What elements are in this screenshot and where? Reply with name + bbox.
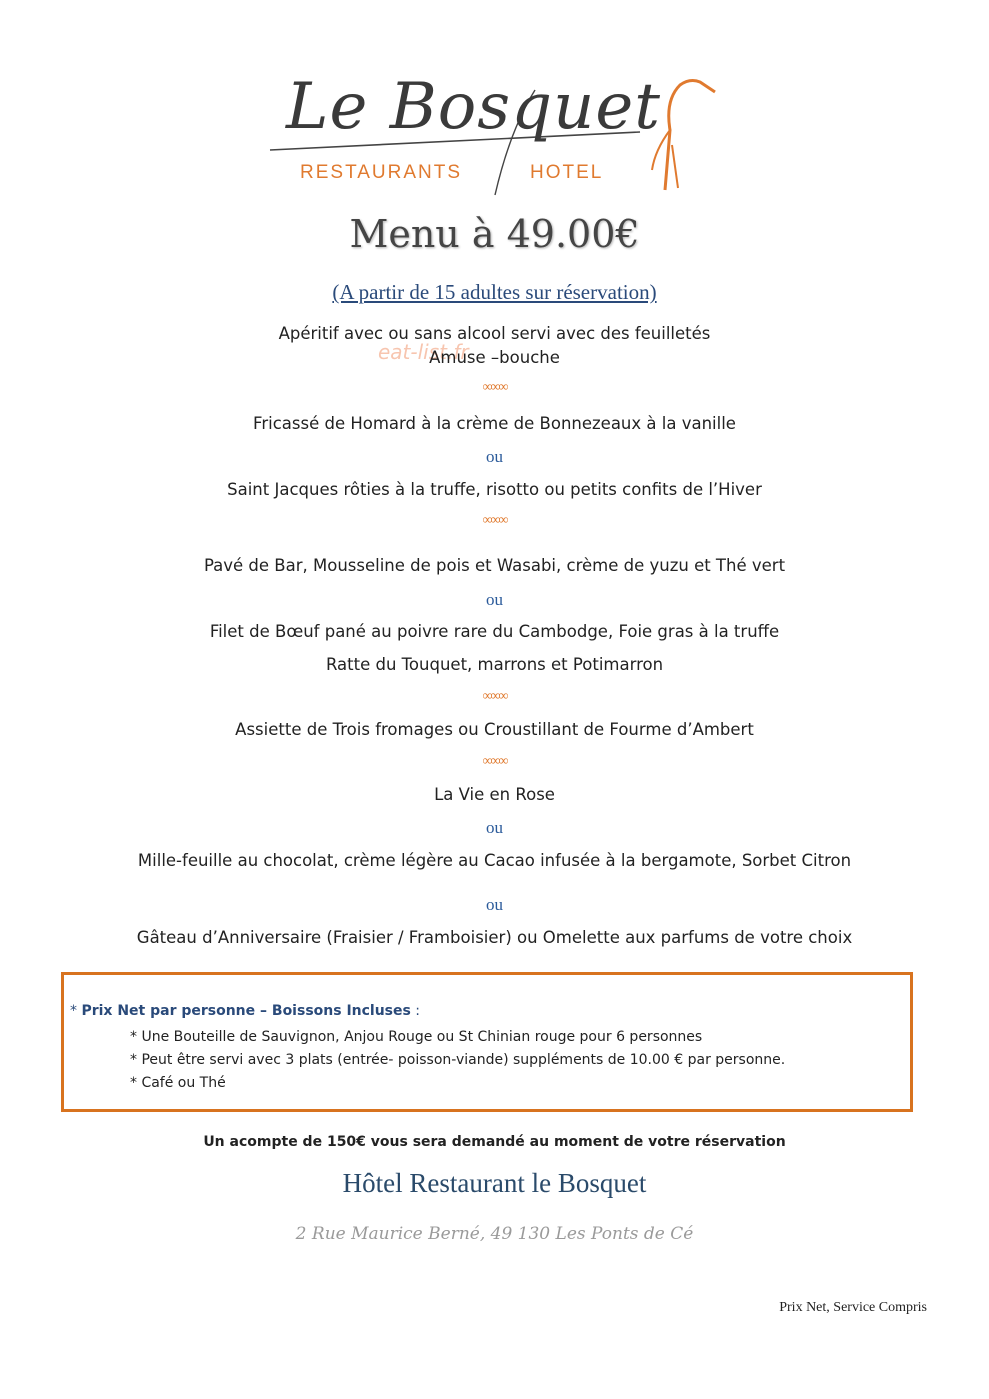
separator: ∞∞∞	[482, 754, 507, 769]
dessert-option-1: La Vie en Rose	[434, 785, 555, 804]
logo-script-text: Le Bosquet	[286, 70, 661, 144]
or-label: ou	[486, 447, 503, 466]
separator: ∞∞∞	[482, 513, 507, 528]
or-label: ou	[486, 818, 503, 837]
aperitif: Apéritif avec ou sans alcool servi avec des feuilletés	[278, 324, 711, 343]
or-label: ou	[486, 895, 503, 914]
logo-restaurants-text: RESTAURANTS	[300, 162, 463, 183]
fromage-options: Assiette de Trois fromages ou Croustillant de Fourme d’Ambert	[235, 720, 754, 739]
watermark: eat-list.fr	[378, 340, 469, 364]
entree-option-1: Fricassé de Homard à la crème de Bonnezeaux à la vanille	[253, 414, 736, 433]
menu-title: Menu à 49.00€	[349, 212, 640, 256]
dessert-option-3: Gâteau d’Anniversaire (Fraisier / Framboisier) ou Omelette aux parfums de votre choix	[136, 928, 853, 947]
hotel-address: 2 Rue Maurice Berné, 49 130 Les Ponts de Cé	[295, 1224, 694, 1244]
amuse-bouche: Amuse –bouche	[429, 348, 560, 367]
info-star: *	[70, 1003, 82, 1019]
entree-option-2: Saint Jacques rôties à la truffe, risotto ou petits confits de l’Hiver	[227, 480, 762, 499]
info-heading	[70, 1003, 420, 1019]
separator: ∞∞∞	[482, 380, 507, 395]
deposit-notice: Un acompte de 150€ vous sera demandé au moment de votre réservation	[203, 1134, 786, 1150]
menu-subtitle	[0, 280, 989, 305]
logo	[260, 70, 730, 200]
info-heading-text: Prix Net par personne – Boissons Incluses	[81, 1003, 411, 1019]
info-line-wine: * Une Bouteille de Sauvignon, Anjou Rouge ou St Chinian rouge pour 6 personnes	[130, 1029, 703, 1045]
info-line-coffee: * Café ou Thé	[130, 1075, 226, 1091]
plat-option-2-line-2: Ratte du Touquet, marrons et Potimarron	[325, 655, 664, 674]
info-heading-suffix: :	[410, 1003, 421, 1019]
info-line-three-courses: * Peut être servi avec 3 plats (entrée- poisson-viande) suppléments de 10.00 € par personne.	[130, 1052, 786, 1068]
footer-note: Prix Net, Service Compris	[779, 1300, 927, 1315]
plat-option-2-line-1: Filet de Bœuf pané au poivre rare du Cambodge, Foie gras à la truffe	[209, 622, 780, 641]
or-label: ou	[486, 590, 503, 609]
dessert-option-2: Mille-feuille au chocolat, crème légère au Cacao infusée à la bergamote, Sorbet Citron	[137, 851, 852, 870]
plat-option-1: Pavé de Bar, Mousseline de pois et Wasabi, crème de yuzu et Thé vert	[203, 556, 786, 575]
separator: ∞∞∞	[482, 689, 507, 704]
subtitle-text: (A partir de 15 adultes sur réservation)	[332, 280, 657, 304]
hotel-name: Hôtel Restaurant le Bosquet	[342, 1168, 647, 1198]
logo-hotel-text: HOTEL	[530, 162, 604, 183]
